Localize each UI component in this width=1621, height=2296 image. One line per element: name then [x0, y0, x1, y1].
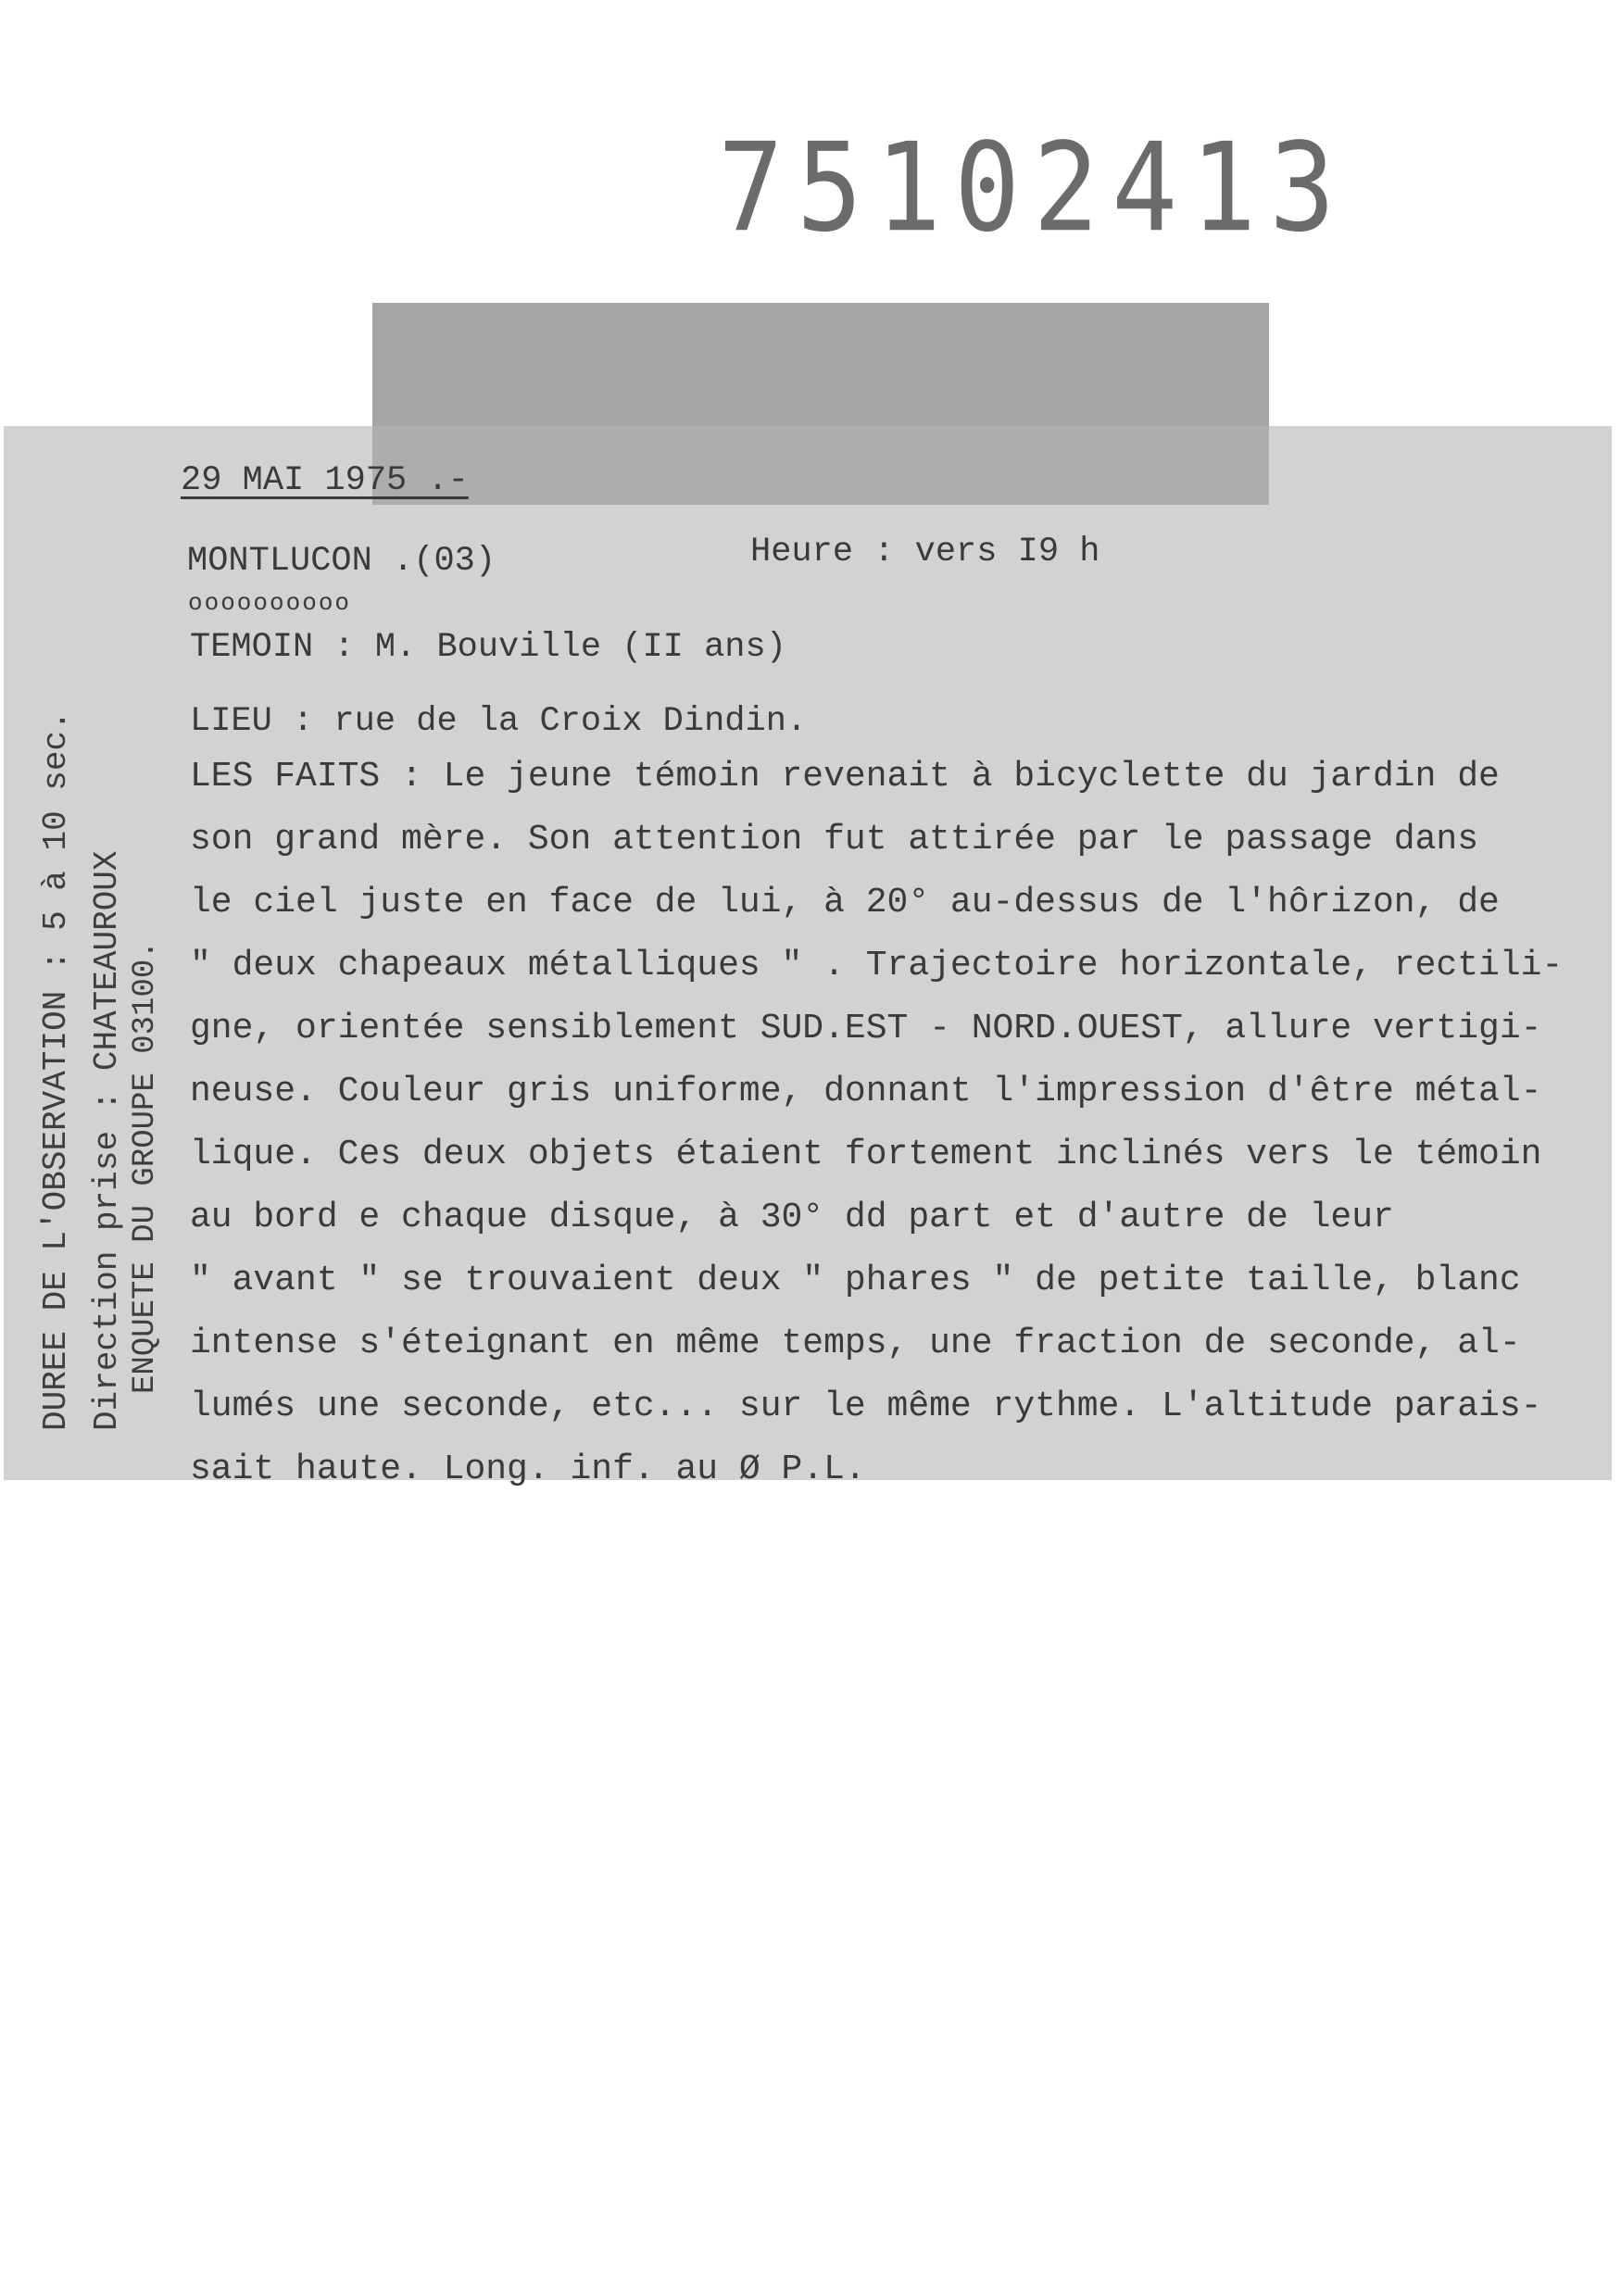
facts-line: lumés une seconde, etc... sur le même rythme. L'altitude parais-: [190, 1386, 1542, 1426]
facts-line: son grand mère. Son attention fut attirée par le passage dans: [190, 820, 1479, 859]
reference-number: 75102413: [718, 116, 1349, 259]
observation-date: 29 MAI 1975 .-: [181, 461, 469, 500]
place-line: LIEU : rue de la Croix Dindin.: [190, 702, 808, 741]
facts-line: intense s'éteignant en même temps, une fraction de seconde, al-: [190, 1324, 1521, 1363]
margin-direction: Direction prise : CHATEAUROUX: [88, 850, 126, 1431]
facts-line: gne, orientée sensiblement SUD.EST - NORD.OUEST, allure vertigi-: [190, 1009, 1542, 1048]
facts-line: neuse. Couleur gris uniforme, donnant l'impression d'être métal-: [190, 1072, 1542, 1111]
observation-time: Heure : vers I9 h: [750, 533, 1100, 571]
margin-group: ENQUETE DU GROUPE 03100.: [128, 940, 163, 1394]
facts-line: " deux chapeaux métalliques " . Trajectoire horizontale, rectili-: [190, 946, 1564, 985]
witness-line: TEMOIN : M. Bouville (II ans): [190, 628, 786, 667]
tape-overlap: [372, 426, 1269, 505]
facts-paragraph: [190, 746, 1598, 1501]
facts-line: LES FAITS : Le jeune témoin revenait à bicyclette du jardin de: [190, 757, 1500, 797]
observation-location: MONTLUCON .(03): [187, 542, 496, 581]
facts-line: au bord e chaque disque, à 30° dd part et d'autre de leur: [190, 1198, 1394, 1237]
facts-line: le ciel juste en face de lui, à 20° au-dessus de l'hôrizon, de: [190, 883, 1500, 922]
facts-line: sait haute. Long. inf. au Ø P.L.: [190, 1449, 866, 1489]
facts-line: " avant " se trouvaient deux " phares " de petite taille, blanc: [190, 1261, 1521, 1300]
margin-duration: DUREE DE L'OBSERVATION : 5 à 10 sec.: [37, 710, 75, 1431]
separator-line: oooooooooo: [188, 589, 352, 617]
facts-line: lique. Ces deux objets étaient fortement inclinés vers le témoin: [190, 1135, 1542, 1174]
